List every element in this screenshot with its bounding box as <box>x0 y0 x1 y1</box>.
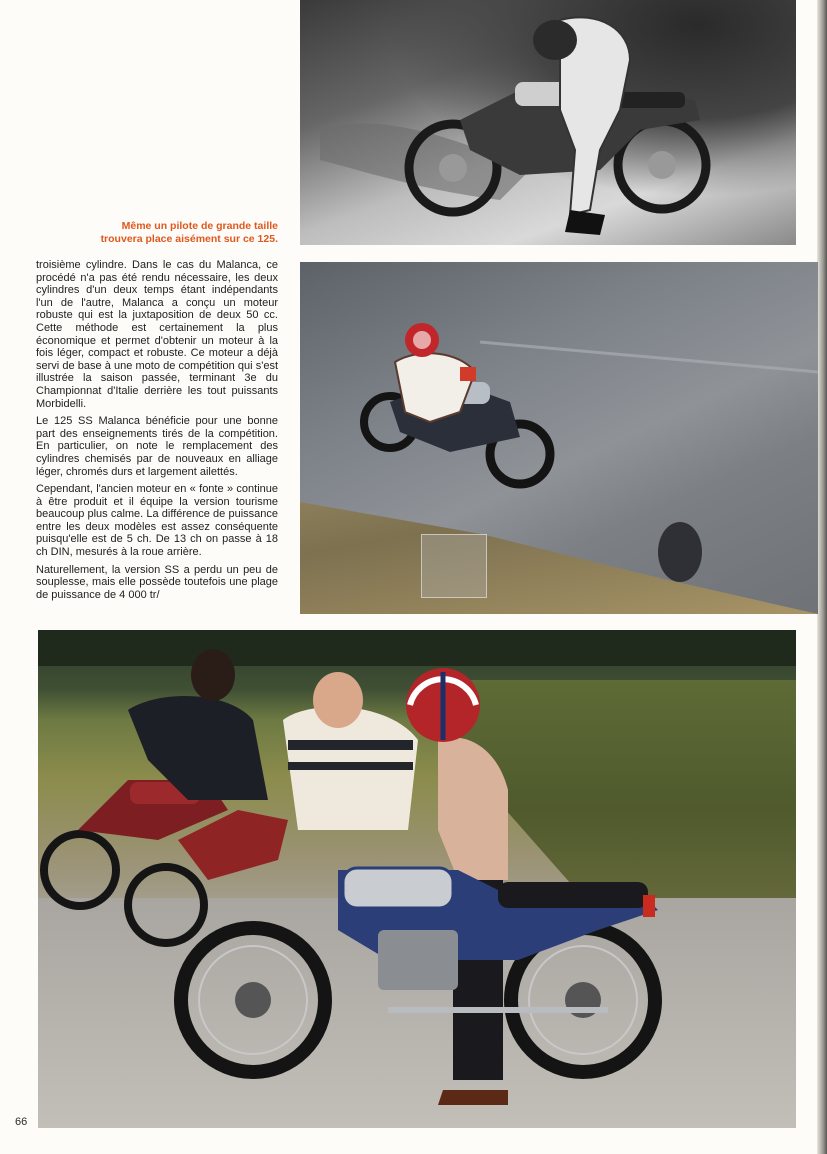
article-paragraph-3: Cependant, l'ancien moteur en « fonte » continue à être produit et il équipe la version tourisme beaucoup plus calme. La différence de puissance entre les deux modèles est assez conséquente puisqu'elle est de 5 ch. De 13 ch on passe à 18 ch DIN, mesurés à la roue arrière. <box>36 483 278 559</box>
article-paragraph-4: Naturellement, la version SS a perdu un peu de souplesse, mais elle possède toutefois une plage de puissance de 4 000 tr/ <box>36 563 278 601</box>
photo-rider-bw-illustration <box>300 0 796 245</box>
photo-rider-cornering <box>300 262 818 614</box>
article-paragraph-2: Le 125 SS Malanca bénéficie pour une bonne part des enseignements tirés de la compétition. En particulier, on note le remplacement des cylindres chemisés par de nouveaux en alliage léger, chromés durs et largement ailettés. <box>36 415 278 478</box>
photo-group-illustration <box>38 630 796 1128</box>
photo-caption <box>60 220 278 246</box>
article-paragraph-1: troisième cylindre. Dans le cas du Malanca, ce procédé n'a pas été rendu nécessaire, les deux cylindres d'un deux temps étant indépendants l'un de l'autre, Malanca a conçu un moteur robuste qui est la juxtaposition de deux 50 cc. Cette méthode est certainement la plus économique et permet d'obtenir un moteur à la fois léger, compact et robuste. Ce moteur a déjà servi de base à une moto de compétition qui s'est illustrée la saison passée, terminant 3e du Championnat d'Italie derrière les tout puissants Morbidelli. <box>36 259 278 410</box>
caption-line-2: trouvera place aisément sur ce 125. <box>100 233 278 245</box>
watermark-stamp <box>421 534 487 598</box>
article-body <box>36 259 278 606</box>
photo-group-motorcycles <box>38 630 796 1128</box>
page-binding-edge <box>817 0 827 1154</box>
photo-rider-bw <box>300 0 796 245</box>
page-number: 66 <box>15 1116 28 1128</box>
photo-rider-cornering-illustration <box>300 262 818 614</box>
caption-line-1: Même un pilote de grande taille <box>121 220 278 232</box>
